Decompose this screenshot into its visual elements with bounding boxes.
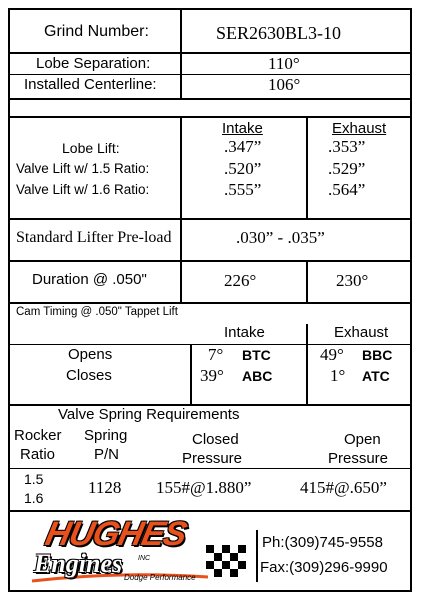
rocker-ratio-2: 1.6: [24, 490, 44, 506]
lifter-preload-label: Standard Lifter Pre-load: [16, 229, 172, 246]
duration-intake: 226°: [224, 271, 257, 290]
opens-intake-reference: BTC: [242, 347, 271, 363]
divider: [10, 260, 410, 262]
closed-pressure-header: Pressure: [182, 450, 243, 467]
open-pressure-header: Pressure: [328, 450, 389, 467]
phone-number: Ph:(309)745-9558: [262, 534, 383, 551]
grind-number-label: Grind Number:: [44, 23, 149, 40]
closed-header: Closed: [192, 431, 239, 448]
logo-engines-text: Engines: [34, 549, 123, 578]
divider: [10, 98, 410, 100]
divider: [256, 530, 258, 582]
divider: [306, 324, 308, 344]
spring-header: Spring: [84, 427, 128, 444]
closes-exhaust-degrees: 1°: [330, 366, 346, 385]
cam-spec-card: [8, 8, 412, 592]
divider: [10, 302, 410, 304]
lobe-lift-intake: .347”: [224, 137, 262, 156]
lobe-separation-label: Lobe Separation:: [36, 55, 151, 72]
valve-lift-16-label: Valve Lift w/ 1.6 Ratio:: [16, 182, 150, 197]
divider: [180, 10, 182, 52]
valve-lift-16-intake: .555”: [224, 180, 262, 199]
installed-centerline-label: Installed Centerline:: [24, 76, 157, 93]
open-header: Open: [344, 431, 381, 448]
cam-timing-exhaust-header: Exhaust: [334, 324, 389, 341]
rocker-ratio-1: 1.5: [24, 471, 44, 487]
rocker-header: Rocker: [14, 427, 62, 444]
opens-label: Opens: [68, 346, 113, 363]
opens-exhaust-degrees: 49°: [320, 345, 344, 364]
divider: [180, 260, 182, 302]
valve-spring-title: Valve Spring Requirements: [58, 406, 240, 423]
cam-timing-intake-header: Intake: [224, 324, 265, 341]
lifter-preload-value: .030” - .035”: [236, 228, 325, 247]
duration-label: Duration @ .050": [32, 271, 147, 288]
divider: [190, 344, 192, 404]
cam-timing-title: Cam Timing @ .050" Tappet Lift: [16, 306, 178, 318]
divider: [10, 218, 410, 220]
divider: [180, 218, 182, 260]
logo-inc-text: INC: [138, 555, 151, 562]
closes-intake-degrees: 39°: [200, 366, 224, 385]
lobe-separation-value: 110°: [268, 54, 300, 73]
valve-lift-15-intake: .520”: [224, 159, 262, 178]
divider: [10, 510, 410, 512]
valve-lift-16-exhaust: .564”: [328, 180, 366, 199]
divider: [306, 116, 308, 218]
lift-exhaust-header: Exhaust: [332, 120, 387, 137]
divider: [10, 74, 410, 75]
logo-hughes-text: HUGHES: [42, 515, 190, 553]
lift-intake-header: Intake: [222, 120, 263, 137]
divider: [10, 52, 410, 54]
closed-pressure-value: 155#@1.880”: [156, 478, 252, 497]
opens-intake-degrees: 7°: [208, 345, 224, 364]
open-pressure-value: 415#@.650”: [300, 478, 387, 497]
closes-label: Closes: [66, 367, 112, 384]
lobe-lift-label: Lobe Lift:: [62, 140, 120, 156]
divider: [10, 116, 410, 118]
lobe-lift-exhaust: .353”: [328, 137, 366, 156]
spring-part-number: 1128: [88, 478, 122, 497]
ratio-header: Ratio: [20, 446, 56, 463]
divider: [180, 116, 182, 218]
logo-tagline-text: Dodge Performance: [124, 573, 196, 582]
installed-centerline-value: 106°: [268, 75, 301, 94]
divider: [10, 468, 410, 469]
closes-intake-reference: ABC: [242, 368, 273, 384]
fax-number: Fax:(309)296-9990: [260, 559, 388, 576]
grind-number-value: SER2630BL3-10: [216, 23, 342, 43]
hughes-engines-logo: [28, 515, 250, 587]
closes-exhaust-reference: ATC: [362, 368, 390, 384]
divider: [306, 344, 308, 404]
divider: [306, 260, 308, 302]
valve-lift-15-exhaust: .529”: [328, 159, 366, 178]
divider: [180, 52, 182, 98]
duration-exhaust: 230°: [336, 271, 369, 290]
pn-header: P/N: [94, 446, 120, 463]
valve-lift-15-label: Valve Lift w/ 1.5 Ratio:: [16, 161, 150, 176]
opens-exhaust-reference: BBC: [362, 347, 393, 363]
